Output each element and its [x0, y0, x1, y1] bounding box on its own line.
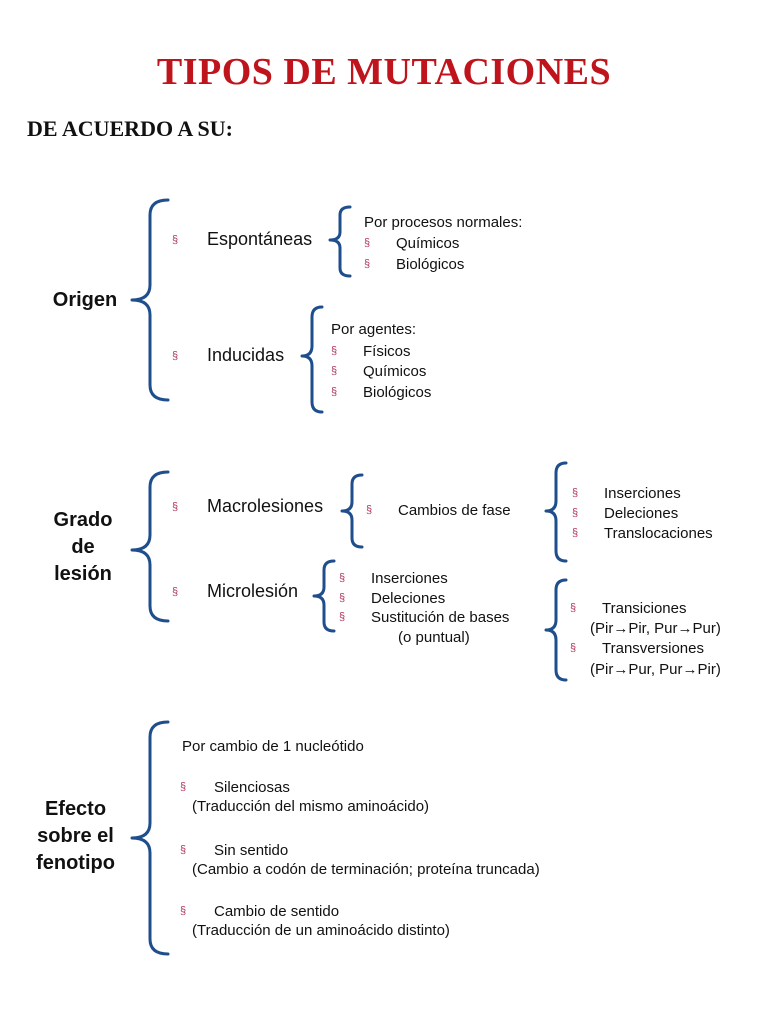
macro-item: § Deleciones	[572, 505, 679, 522]
efecto-item-detail: (Traducción del mismo aminoácido)	[192, 798, 430, 815]
item-macrolesiones	[172, 496, 323, 517]
bullet-icon: §	[331, 365, 338, 377]
efecto-item-detail: (Traducción de un aminoácido distinto)	[192, 922, 450, 939]
sustitucion-transiciones-detail: (Pir→Pir, Pur→Pur)	[590, 620, 721, 637]
sustitucion-transversiones-detail: (Pir→Pur, Pur→Pir)	[590, 661, 721, 678]
espontaneas-heading: Por procesos normales:	[364, 214, 523, 231]
sustitucion-transiciones: § Transiciones	[570, 600, 687, 617]
page-subtitle: DE ACUERDO A SU:	[27, 116, 233, 141]
efecto-item: § Silenciosas	[180, 779, 290, 796]
category-origen: Origen	[52, 289, 118, 311]
inducidas-item: § Físicos	[331, 343, 411, 360]
micro-item: § Deleciones	[339, 590, 446, 607]
brace-cambios-fase	[546, 463, 566, 561]
bullet-icon: §	[570, 602, 577, 614]
espontaneas-item: § Biológicos	[364, 256, 465, 273]
brace-inducidas	[302, 307, 322, 412]
bullet-icon: §	[172, 586, 179, 598]
brace-efecto	[132, 722, 168, 954]
bullet-icon: §	[364, 237, 371, 249]
brace-macrolesiones	[342, 475, 362, 547]
bullet-icon: §	[570, 642, 577, 654]
bullet-icon: §	[339, 592, 346, 604]
inducidas-item: § Biológicos	[331, 384, 432, 401]
brace-origen	[132, 200, 168, 400]
inducidas-item: § Químicos	[331, 363, 427, 380]
bullet-icon: §	[180, 905, 187, 917]
brace-microlesion	[314, 561, 334, 631]
bullet-icon: §	[572, 487, 579, 499]
inducidas-heading: Por agentes:	[331, 321, 417, 338]
item-espontaneas	[172, 229, 312, 250]
bullet-icon: §	[366, 504, 373, 516]
efecto-item: § Sin sentido	[180, 842, 289, 859]
bullet-icon: §	[172, 350, 179, 362]
efecto-heading: Por cambio de 1 nucleótido	[182, 738, 364, 755]
bullet-icon: §	[331, 386, 338, 398]
bullet-icon: §	[180, 844, 187, 856]
espontaneas-item: § Químicos	[364, 235, 460, 252]
brace-grado	[132, 472, 168, 621]
bullet-icon: §	[572, 527, 579, 539]
bullet-icon: §	[339, 611, 346, 623]
bullet-icon: §	[172, 234, 179, 246]
label-macrolesiones: Macrolesiones	[207, 496, 324, 516]
bullet-icon: §	[172, 501, 179, 513]
item-inducidas	[172, 345, 284, 366]
bullet-icon: §	[364, 258, 371, 270]
item-cambios-fase: § Cambios de fase	[366, 502, 511, 519]
label-inducidas: Inducidas	[207, 345, 285, 365]
category-grado: Grado de lesión	[53, 509, 113, 585]
micro-item: § Inserciones	[339, 570, 448, 587]
bullet-icon: §	[180, 781, 187, 793]
page-title: TIPOS DE MUTACIONES	[156, 51, 612, 93]
macro-item: § Translocaciones	[572, 525, 713, 542]
macro-item: § Inserciones	[572, 485, 681, 502]
micro-item-note: (o puntual)	[398, 629, 470, 646]
item-microlesion	[172, 581, 298, 602]
brace-espontaneas	[330, 207, 350, 276]
sustitucion-transversiones: § Transversiones	[570, 640, 704, 657]
efecto-item-detail: (Cambio a codón de terminación; proteína truncada)	[192, 861, 540, 878]
category-efecto: Efecto sobre el fenotipo	[36, 798, 115, 874]
bullet-icon: §	[331, 345, 338, 357]
brace-sustitucion	[546, 580, 566, 680]
bullet-icon: §	[339, 572, 346, 584]
bullet-icon: §	[572, 507, 579, 519]
micro-item: § Sustitución de bases	[339, 609, 510, 626]
label-microlesion: Microlesión	[207, 581, 299, 601]
label-espontaneas: Espontáneas	[207, 229, 313, 249]
efecto-item: § Cambio de sentido	[180, 903, 340, 920]
